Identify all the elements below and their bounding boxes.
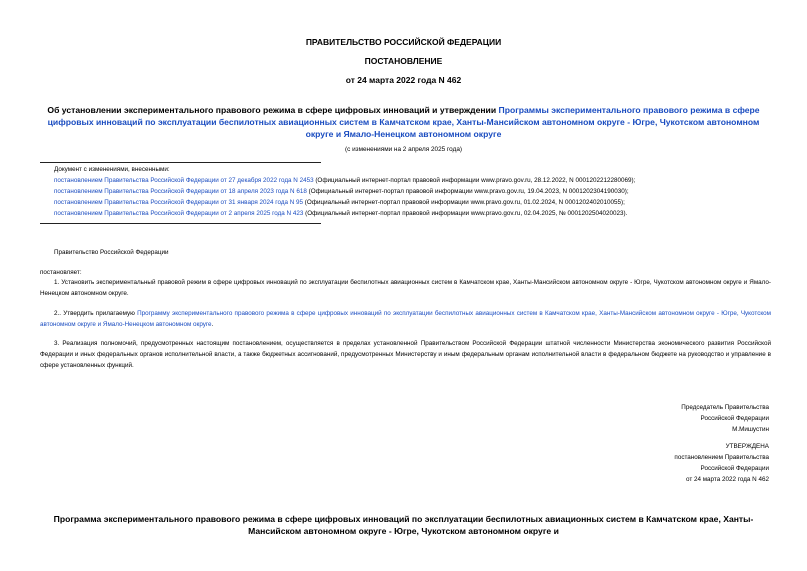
- paragraph-2: [40, 308, 771, 330]
- signature-name: М.Мишустин: [732, 426, 769, 433]
- paragraph-2-text: 2.. Утвердить прилагаемую: [54, 310, 138, 317]
- change-source: (Официальный интернет-портал правовой информации www.pravo.gov.ru, 02.04.2025, № 0001202504020023).: [303, 210, 628, 217]
- signature-position: Председатель Правительства: [681, 404, 769, 411]
- program-link[interactable]: Программы экспериментального правового режима в сфере цифровых инноваций по эксплуатации беспилотных авиационных систем в Камчатском крае, Ханты-Мансийском автономном округе - Югре, Чукотском автономном округе и Ямало-Ненецком автономном округе: [47, 105, 760, 139]
- change-item: [54, 175, 635, 186]
- changes-intro: Документ с изменениями, внесенными:: [54, 166, 170, 173]
- document-type: ПОСТАНОВЛЕНИЕ: [364, 56, 443, 66]
- change-link[interactable]: постановлением Правительства Российской Федерации от 31 января 2024 года N 95: [54, 199, 304, 206]
- change-link[interactable]: постановлением Правительства Российской Федерации от 18 апреля 2023 года N 618: [54, 188, 307, 195]
- signature-country: Российской Федерации: [700, 415, 769, 422]
- paragraph-3: 3. Реализация полномочий, предусмотренных настоящим постановлением, осуществляется в пределах установленной Правительством Российской Федерации штатной численности Министерства экономического развития Российской Федерации и иных федеральных органов исполнительной власти, а также бюджетных ассигнований, предусмотренных Министерству и иным федеральным органам исполнительной власти в федеральном бюджете на руководство и управление в сфере установленных функций.: [40, 340, 771, 369]
- revision-note: (с изменениями на 2 апреля 2025 года): [345, 146, 462, 153]
- approval-label: УТВЕРЖДЕНА: [725, 443, 769, 450]
- government-authority: Правительство Российской Федерации: [54, 249, 169, 256]
- approval-country: Российской Федерации: [700, 465, 769, 472]
- change-item: [54, 197, 625, 208]
- program-approval-link[interactable]: Программу экспериментального правового режима в сфере цифровых инноваций по эксплуатации беспилотных авиационных систем в Камчатском крае, Ханты-Мансийском автономном округе - Югре, Чукотском автономном округе и Ямало-Ненецком автономном округе: [40, 310, 771, 328]
- program-title: Программа экспериментального правового режима в сфере цифровых инноваций по эксплуатации беспилотных авиационных систем в Камчатском крае, Ханты-Мансийском автономном округе - Югре, Чукотском автономном округе и: [53, 514, 754, 536]
- paragraph-2-end: .: [211, 321, 214, 328]
- government-heading: ПРАВИТЕЛЬСТВО РОССИЙСКОЙ ФЕДЕРАЦИИ: [305, 37, 502, 47]
- change-link[interactable]: постановлением Правительства Российской Федерации от 27 декабря 2022 года N 2453: [54, 177, 314, 184]
- changes-top-divider: [40, 162, 321, 163]
- approval-date: от 24 марта 2022 года N 462: [685, 476, 769, 483]
- approval-by: постановлением Правительства: [674, 454, 769, 461]
- change-item: [54, 186, 629, 197]
- changes-bottom-divider: [40, 223, 321, 224]
- paragraph-1: 1. Установить экспериментальный правовой режим в сфере цифровых инноваций по эксплуатации беспилотных авиационных систем в Камчатском крае, Ханты-Мансийском автономном округе - Югре, Чукотском автономном округе и Ямало-Ненецком автономном округе.: [40, 279, 771, 297]
- change-source: (Официальный интернет-портал правовой информации www.pravo.gov.ru, 01.02.2024, N 0001202402010055);: [303, 199, 625, 206]
- resolves-label: постановляет:: [40, 269, 82, 276]
- document-title-text: Об установлении экспериментального правового режима в сфере цифровых инноваций и утверждении: [47, 105, 499, 115]
- signature-block: [681, 402, 769, 435]
- approval-block: [674, 441, 769, 485]
- change-source: (Официальный интернет-портал правовой информации www.pravo.gov.ru, 28.12.2022, N 0001202212280069);: [313, 177, 636, 184]
- change-source: (Официальный интернет-портал правовой информации www.pravo.gov.ru, 19.04.2023, N 0001202304190030);: [306, 188, 629, 195]
- change-item: [54, 208, 627, 219]
- document-date-number: от 24 марта 2022 года N 462: [345, 75, 462, 85]
- document-title: [40, 104, 767, 140]
- change-link[interactable]: постановлением Правительства Российской Федерации от 2 апреля 2025 года N 423: [54, 210, 304, 217]
